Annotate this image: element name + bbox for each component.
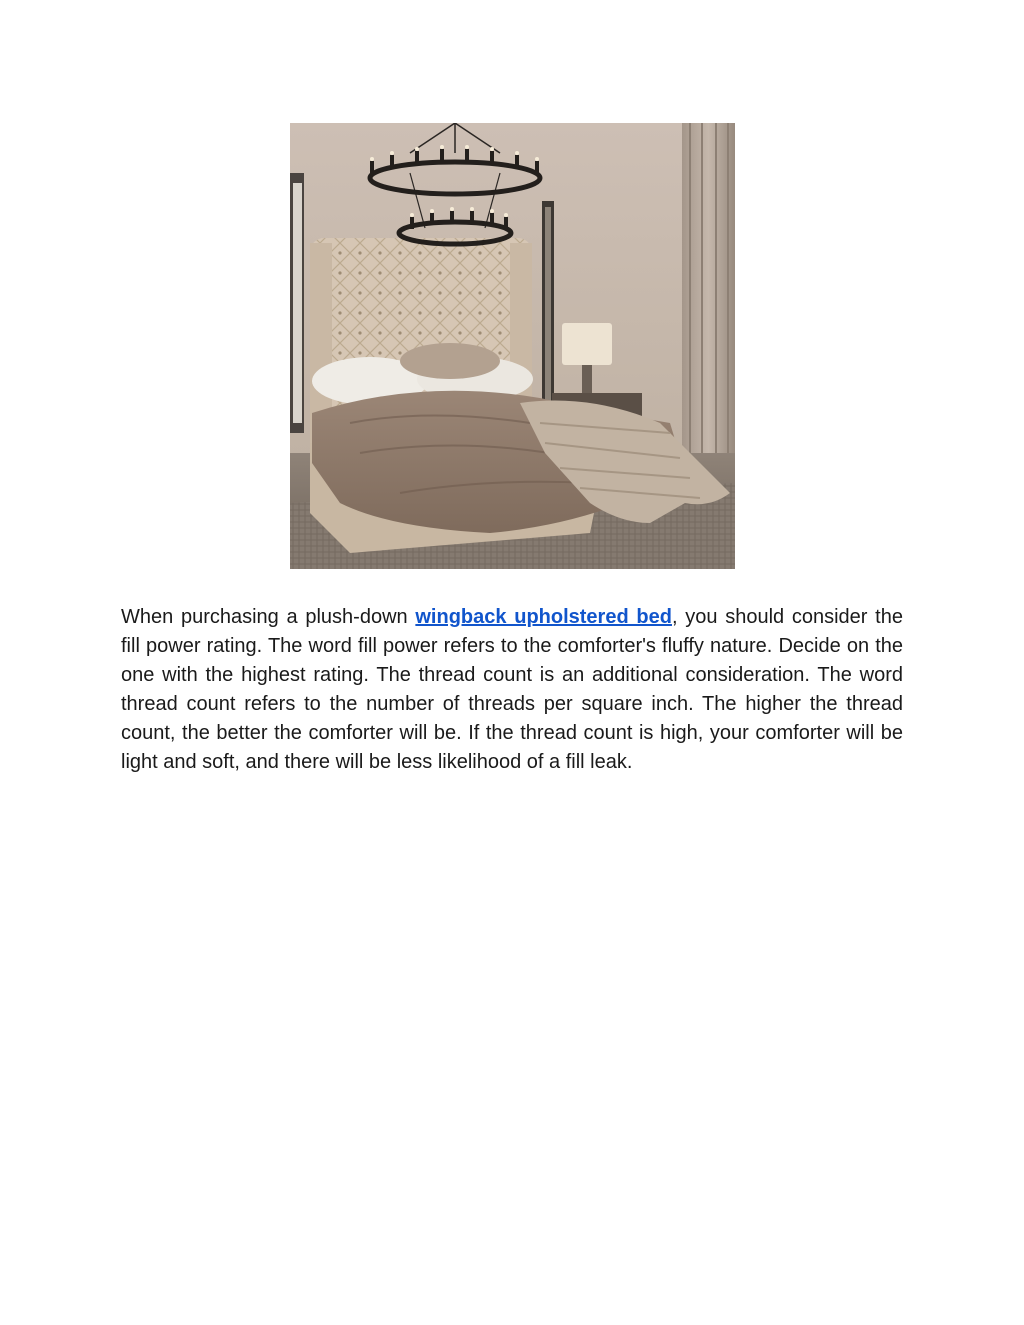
body-paragraph — [121, 603, 903, 777]
paragraph-intro: When purchasing a plush-down — [121, 606, 416, 628]
paragraph-rest: , you should consider the fill power rating. The word fill power refers to the comforter's fluffy nature. Decide on the one with the highest rating. The thread count is an additional consideration. The word thread count refers to the number of threads per square inch. The higher the thread count, the better the comforter will be. If the thread count is high, your comforter will be light and soft, and there will be less likelihood of a fill leak. — [121, 606, 903, 773]
wingback-upholstered-bed-link[interactable]: wingback upholstered bed — [415, 606, 672, 628]
bedroom-photo — [290, 123, 735, 569]
